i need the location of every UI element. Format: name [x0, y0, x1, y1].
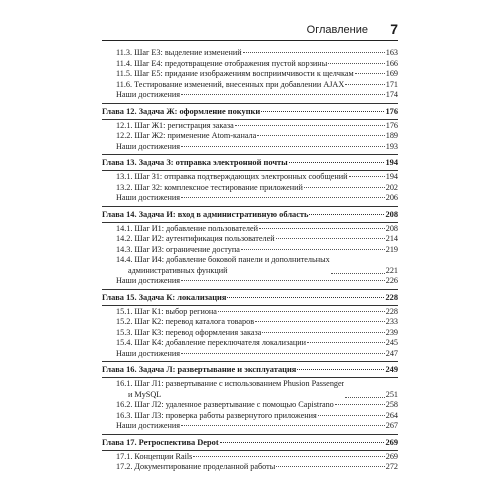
dot-leader: [193, 456, 384, 457]
section-title-line: 12.1. Шаг Ж1: регистрация заказа: [116, 120, 234, 130]
section-title-continuation: административных функций: [128, 265, 228, 275]
section-title: [116, 69, 354, 80]
toc-section-entry: [102, 234, 398, 245]
section-title-line: Наши достижения: [116, 193, 181, 202]
section-page-number: 258: [385, 400, 398, 409]
section-title: [116, 328, 261, 339]
section-title-line: 16.1. Шаг Л1: развертывание с использованием Phusion Passenger: [116, 379, 345, 388]
dot-leader: [335, 404, 385, 405]
chapter-page-number: 208: [385, 209, 398, 219]
section-title: [116, 307, 217, 318]
dot-leader: [345, 84, 384, 85]
dot-leader: [349, 176, 385, 177]
section-title: [116, 338, 306, 349]
section-page-number: 233: [385, 317, 398, 326]
section-title-line: 13.1. Шаг З1: отправка подтверждающих электронных сообщений: [116, 172, 348, 181]
section-title-line: 17.2. Документирование проделанной работы: [116, 462, 276, 471]
section-title-line: 17.1. Концепции Rails: [116, 451, 193, 461]
toc-section-entry: [102, 255, 398, 276]
section-page-number: 171: [385, 79, 398, 89]
toc-chapter-entry: [102, 206, 398, 223]
toc-section-entry: [102, 307, 398, 318]
section-title-line: 16.3. Шаг Л3: проверка работы развернутого приложения: [116, 410, 317, 420]
section-title-line: 13.2. Шаг З2: комплексное тестирование приложений: [116, 182, 303, 192]
toc-section-entry: [102, 462, 398, 473]
toc-chapter-entry: [102, 434, 398, 451]
section-page-number: 208: [385, 223, 398, 233]
toc-section-entry: [102, 349, 398, 360]
section-title: [116, 411, 317, 422]
dot-leader: [259, 228, 385, 229]
dot-leader: [309, 214, 384, 215]
section-page-number: 247: [385, 348, 398, 358]
section-page-number: 206: [385, 193, 398, 202]
section-title: [116, 400, 334, 411]
section-title: [116, 379, 344, 400]
section-title: [116, 183, 303, 194]
section-title-line: 11.3. Шаг Е3: выделение изменений: [116, 48, 242, 57]
section-title-line: Наши достижения: [116, 348, 181, 358]
section-title-line: 15.1. Шаг К1: выбор региона: [116, 306, 217, 316]
chapter-title: Глава 14. Задача И: вход в административную область: [102, 209, 309, 219]
toc-chapter-entry: [102, 289, 398, 306]
section-title: [116, 59, 327, 70]
dot-leader: [345, 397, 384, 398]
toc-section-entry: [102, 142, 398, 153]
section-page-number: 239: [385, 327, 398, 337]
dot-leader: [181, 425, 385, 426]
dot-leader: [218, 311, 385, 312]
section-page-number: 169: [385, 69, 398, 78]
toc-section-entry: [102, 59, 398, 70]
toc-section-entry: [102, 69, 398, 80]
toc-section-entry: [102, 80, 398, 91]
section-title-line: Наши достижения: [116, 141, 181, 151]
toc-chapter-entry: [102, 361, 398, 378]
section-page-number: 264: [385, 410, 398, 420]
table-of-contents: [102, 48, 398, 473]
section-title-line: 11.6. Тестирование изменений, внесенных при добавлении AJAX: [116, 79, 345, 89]
toc-section-entry: [102, 121, 398, 132]
dot-leader: [261, 111, 384, 112]
toc-section-entry: [102, 90, 398, 101]
toc-section-entry: [102, 276, 398, 287]
section-page-number: 189: [385, 131, 398, 140]
chapter-title: Глава 16. Задача Л: развертывание и эксплуатация: [102, 365, 297, 374]
dot-leader: [328, 63, 385, 64]
section-title-line: 11.4. Шаг Е4: предотвращение отображения пустой корзины: [116, 58, 328, 68]
toc-section-entry: [102, 421, 398, 432]
section-title: [116, 193, 180, 204]
section-page-number: 176: [385, 120, 398, 130]
toc-section-entry: [102, 328, 398, 339]
chapter-title: Глава 13. Задача З: отправка электронной почты: [102, 158, 288, 167]
section-title: [116, 245, 240, 256]
dot-leader: [262, 332, 384, 333]
section-page-number: 272: [385, 462, 398, 471]
chapter-title: Глава 15. Задача К: локализация: [102, 292, 227, 302]
dot-leader: [235, 125, 385, 126]
section-title: [116, 421, 180, 432]
section-title: [116, 80, 344, 91]
dot-leader: [181, 146, 385, 147]
section-page-number: 221: [385, 265, 398, 275]
dot-leader: [307, 342, 385, 343]
section-page-number: 163: [385, 48, 398, 57]
section-title: [116, 172, 348, 183]
dot-leader: [181, 280, 385, 281]
dot-leader: [289, 162, 385, 163]
section-title: [116, 131, 256, 142]
running-header: [102, 22, 398, 41]
section-page-number: 174: [385, 90, 398, 99]
section-page-number: 193: [385, 141, 398, 151]
section-title-line: 14.2. Шаг И2: аутентификация пользователей: [116, 234, 275, 243]
chapter-title: Глава 17. Ретроспектива Depot: [102, 437, 219, 447]
dot-leader: [243, 52, 385, 53]
toc-section-entry: [102, 317, 398, 328]
section-title-line: 11.5. Шаг Е5: придание изображениям восприимчивости к щелчкам: [116, 69, 354, 78]
section-title: [116, 121, 234, 132]
toc-section-entry: [102, 411, 398, 422]
chapter-page-number: 249: [385, 365, 398, 374]
section-page-number: 226: [385, 276, 398, 285]
section-title: [116, 462, 275, 473]
section-title: [116, 452, 192, 463]
toc-section-entry: [102, 193, 398, 204]
section-title-line: 14.4. Шаг И4: добавление боковой панели и дополнительных: [116, 255, 330, 264]
section-page-number: 166: [385, 58, 398, 68]
section-title-continuation: и MySQL: [128, 389, 162, 399]
section-page-number: 194: [385, 172, 398, 181]
section-page-number: 245: [385, 338, 398, 347]
section-page-number: 202: [385, 182, 398, 192]
chapter-page-number: 176: [385, 106, 398, 116]
section-title-line: 15.2. Шаг К2: перевод каталога товаров: [116, 317, 255, 326]
toc-section-entry: [102, 245, 398, 256]
dot-leader: [255, 321, 385, 322]
dot-leader: [227, 297, 384, 298]
section-title: [116, 142, 180, 153]
dot-leader: [304, 187, 385, 188]
section-page-number: 214: [385, 234, 398, 243]
section-page-number: 251: [385, 389, 398, 399]
dot-leader: [181, 197, 385, 198]
chapter-page-number: 269: [385, 437, 398, 447]
toc-section-entry: [102, 48, 398, 59]
toc-chapter-entry: [102, 103, 398, 120]
section-page-number: 219: [385, 244, 398, 254]
toc-section-entry: [102, 452, 398, 463]
section-title-line: Наши достижения: [116, 421, 181, 430]
section-title: [116, 90, 180, 101]
toc-section-entry: [102, 224, 398, 235]
section-title: [116, 317, 254, 328]
dot-leader: [331, 273, 385, 274]
running-title: Оглавление: [306, 24, 368, 36]
section-title-line: 14.3. Шаг И3: ограничение доступа: [116, 244, 240, 254]
dot-leader: [181, 353, 385, 354]
section-title: [116, 234, 275, 245]
section-title-line: 15.4. Шаг К4: добавление переключателя локализации: [116, 338, 307, 347]
toc-chapter-entry: [102, 154, 398, 171]
section-title-line: 16.2. Шаг Л2: удаленное развертывание с помощью Capistrano: [116, 400, 334, 409]
section-page-number: 228: [385, 306, 398, 316]
dot-leader: [257, 135, 384, 136]
section-title: [116, 349, 180, 360]
dot-leader: [297, 369, 384, 370]
dot-leader: [276, 466, 384, 467]
section-page-number: 267: [385, 421, 398, 430]
section-title-line: 14.1. Шаг И1: добавление пользователей: [116, 223, 258, 233]
dot-leader: [318, 415, 385, 416]
toc-section-entry: [102, 131, 398, 142]
page-number: 7: [390, 21, 398, 37]
toc-section-entry: [102, 400, 398, 411]
toc-section-entry: [102, 379, 398, 400]
chapter-title: Глава 12. Задача Ж: оформление покупки: [102, 106, 261, 116]
section-page-number: 269: [385, 451, 398, 461]
toc-section-entry: [102, 183, 398, 194]
dot-leader: [181, 94, 385, 95]
section-title-line: 12.2. Шаг Ж2: применение Atom-канала: [116, 131, 257, 140]
section-title-line: 15.3. Шаг К3: перевод оформления заказа: [116, 327, 262, 337]
section-title-line: Наши достижения: [116, 90, 181, 99]
chapter-page-number: 194: [385, 158, 398, 167]
section-title: [116, 224, 258, 235]
toc-section-entry: [102, 338, 398, 349]
section-title: [116, 255, 330, 276]
chapter-page-number: 228: [385, 292, 398, 302]
dot-leader: [220, 442, 385, 443]
dot-leader: [241, 249, 385, 250]
section-title-line: Наши достижения: [116, 276, 181, 285]
section-title: [116, 48, 242, 59]
dot-leader: [276, 238, 385, 239]
section-title: [116, 276, 180, 287]
toc-section-entry: [102, 172, 398, 183]
dot-leader: [355, 73, 385, 74]
